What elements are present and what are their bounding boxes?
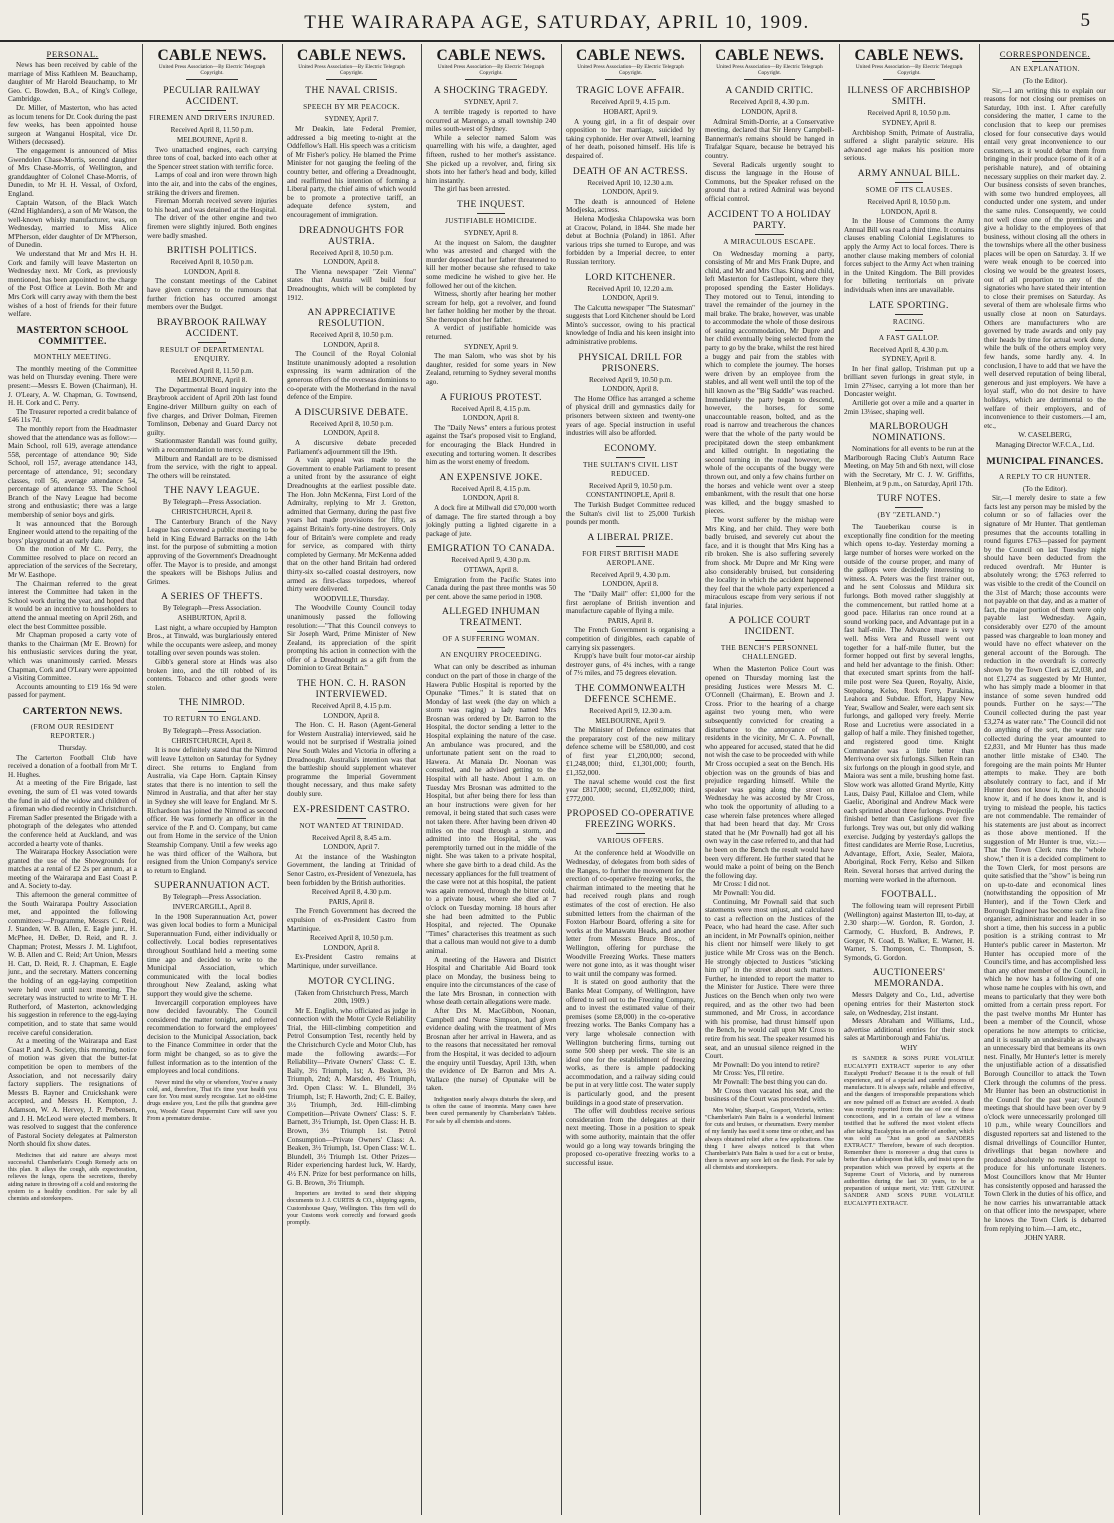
article-headline: MOTOR CYCLING.	[308, 976, 395, 987]
article-headline: CARTERTON NEWS.	[22, 705, 123, 717]
article-paragraph: The Carterton Football Club have received a donation of a football from Mr T. H. Hughes.	[8, 753, 137, 779]
article-headline: A CANDID CRITIC.	[725, 86, 814, 97]
article-subheading: (FROM OUR RESIDENT REPORTER.)	[8, 719, 137, 741]
dateline: Received April 9, 4.30 p.m.	[590, 570, 671, 579]
dateline: Received April 8, 10.50 p.m.	[309, 419, 394, 428]
dateline: By Telegraph—Press Association.	[162, 498, 262, 507]
article-paragraph: Sir,—I merely desire to state a few facts lest any person may be misled by the column or so of fallacies over the signature of Mr Hunter. That gentleman presumes that the accounts totalling in round figures £763—passed for payment by the Council on last Tuesday night should have been deducted from the reduced overdraft. Mr Hunter is absolutely wrong; the £763 referred to was visible to the credit of the Council on the 31st of March; those accounts were not payable on that day, and as a matter of fact, the major portion of them were only payable last Wednesday. Again, considerably over £270 of the amount passed was chargeable to loan money and would have no effect whatever on the general account of the Borough. The reduction in the overdraft is correctly shown by the Town Clerk as £2,038, and not £1,274 as suggested by Mr Hunter, who has simply made a bloomer in that instance of some seven hundred odd pounds. Further on he says:—"The Council collected during the past year £3,274 as water rate." The Council did not do anything of the sort, the water rate collected during the year amounted to £2,831, and Mr Hunter has thus made another little mistake of £340. The foregoing are the main points Mr Hunter attempts to make. They are both absolutely contrary to fact, and if Mr Hunter does not know it, then he should know it, and if he does know it, and is trying to mislead the people, his tactics are not commendable. The remainder of his statements are just about as incorrect as those above mentioned. If the suggestion of Mr Hunter is true, viz.:—That the Town Clerk runs the "whole show," then it is a decided compliment to the Town Clerk, for most persons are quite satisfied that the "show" is being run on up-to-date and economical lines (notwithstanding the opposition of Mr Hunter), and if the Town Clerk and Borough Engineer has become such a fine organiser, administrator and leader in so short a time, then his success in a public position is a striking contrast to Mr Hunter's public career in Masterton. Mr Hunter has occupied more of the Council's time, and has accomplished less than any other member of the Council, in which he now has a following of one whose name he couples with his own, and means to particularly that they were both omitted from a certain press report. For the past twelve months Mr Hunter has been a member of the Council, whose operations he now attempts to criticise, and it is usually an undesirable as always an unnecessary bird that bemeans its own nest. Finally, Mr Hunter's letter is merely the unjustifiable action of a dissatisfied Borough Councillor to attack the Town Clerk through the columns of the press. Mr Hunter has been an obstructionist in the Council for the past year; Council meetings that should have been over by 9 o'clock were unnecessarily prolonged till 10 p.m., while weary Councillors and disgusted reporters sat and listened to the dismal drivellings of Councillor Hunter, drivellings that began nowhere and produced absolutely no result except to produce for his unfortunate listeners. Most Councillors know that Mr Hunter has consistently opposed and harassed the Town Clerk in the duties of his office, and he now carries his unwarrantable attack on that officer into the newspaper, where he knows the Town Clerk is debarred from replying to him.—I am, etc.,	[984, 494, 1106, 1233]
article-headline: THE NAVY LEAGUE.	[164, 486, 260, 497]
article-subheading: FIREMEN AND DRIVERS INJURED.	[147, 110, 277, 123]
dateline: LONDON, April 8.	[602, 385, 659, 394]
article-headline: TRAGIC LOVE AFFAIR.	[576, 86, 685, 97]
article-subheading: RESULT OF DEPARTMENTAL ENQUIRY.	[147, 342, 277, 364]
article-subheading: THE SULTAN'S CIVIL LIST REDUCED.	[566, 457, 695, 479]
article-headline: AUCTIONEERS' MEMORANDA.	[872, 968, 946, 990]
advertisement-note: Medicines that aid nature are always most successful. Chamberlain's Cough Remedy acts on this plan. It allays the cough, aids expectoration, relieves the lungs, opens the secretions, thereby aiding nature in throwing off a cold and restoring the system to a healthy condition. For sale by all chemists and storekeepers.	[8, 1152, 138, 1203]
article-subheading: (BY "ZETLAND.")	[844, 507, 974, 520]
article-paragraph: A vain appeal was made to the Government to enable Parliament to present a united front by the assurance of eight Dreadnoughts at the earliest possible date. The Hon. John McKenna, First Lord of the Admiralty, replying to Mr J. Gretton, admitted that Germany, during the past five years had made provisions for fifty, as against Britain's forty-nine destroyers. Only four of Britain's were complete and ready for service, as compared with thirty completed by Germany. Mr McKenna added that on the other hand Britain had ordered thirty-six so-called coastal destroyers, now armed as first-class torpedoes, whereof thirty were delivered.	[287, 456, 416, 594]
dateline: LONDON, April 7.	[323, 843, 380, 852]
article-headline: LORD KITCHENER.	[585, 272, 676, 283]
dateline: CONSTANTINOPLE, April 8.	[586, 491, 675, 500]
article-paragraph: On the motion of Mr C. Perry, the Committee resolved to place on record an appreciation of the services of the Secretary, Mr W. Easthope.	[8, 545, 137, 580]
dateline: Received April 8, 8.45 a.m.	[311, 833, 392, 842]
article-paragraph: At the conference held at Woodville on Wednesday, of delegates from both sides of the Ranges, to further the movement for the erection of co-operative freezing works, the chairman intimated to the meeting that he had received rough plans and rough estimates of the cost of erection. He also submitted letters from the chairman of the Foxton Harbour Board, offering a site for works at the Manawatu Heads, and another letter from Messrs Bruce Bros., of Wellington, offering for purchase the Woodville Freezing Works. These matters were not gone into, as it was thought wiser to wait until the company was formed.	[566, 849, 695, 978]
advertisement-note: Importers are invited to send their shipping documents to J. J. CURTIS & CO., shipping agents, Customhouse Quay, Wellington. This firm will do your Customs work correctly and forward goods promptly.	[287, 1191, 416, 1226]
article-paragraph: Admiral Smith-Dorrie, at a Conservative meeting, declared that Sir Henry Campbell-Bannerman's remains should be hanged in Trafalgar Square, because he betrayed his country.	[705, 117, 834, 160]
article-paragraph: Sir,—I am writing this to explain our reasons for not closing our premises on Saturday, 10th inst. I. After carefully considering the matter, I came to the conclusion that to keep our premises closed for four consecutive days would entail very great inconvenience to our customers, as it would debar them from bringing in their produce (some of it of a perishable nature), and of obtaining necessary supplies on their market day. 2. Our business consists of seven branches, with some two hundred employees, all conducted under one system, and under the same rules. Consequently, we could not well close one of the premises and give a holiday to the employees of that business, without closing all the others in the townships where all the other business places will be open on Saturday. 3. If we were weak enough to be coerced into closing we would be the greatest losers, out of all proportion to any of the signatories who have stated their intention to close their premises on Saturday. As several of them are wholesale firms who usually close at noon on Saturdays. Others are manufacturers who are governed by trade awards and only pay their heads by time for actual work done, while the bulk of the others employ very few hands, some hardly any. 4. In conclusion, I have to add that we have the well deserved reputation of being liberal, generous and just employers. We have a loyal staff, who do not desire to have holidays, which are detrimental to the welfare of their employers, and of inconvenience to their customers.—I am, etc.,	[984, 86, 1106, 430]
column-heading: CABLE NEWS.	[575, 47, 685, 64]
article-paragraph: The Vienna newspaper "Zeit Vienna" states that Austria will build four Dreadnoughts, which will be completed by 1912.	[287, 267, 416, 302]
article-headline: LATE SPORTING.	[869, 300, 949, 311]
dateline: LONDON, April 8.	[602, 580, 659, 589]
article-paragraph: Mr Chapman proposed a carty vote of thanks to the Chairman (Mr E. Brown) for his enthusiastic services during the year, which was unanimously carried. Messrs Chapman, Cork and O'Leary were appointed a Visiting Committee.	[8, 631, 137, 683]
column-credit-line: United Press Association—By Electric Telegraph Copyright.	[566, 64, 695, 80]
dateline: LONDON, April 8.	[323, 429, 380, 438]
article-paragraph: The engagement is announced of Miss Gwendolen Chase-Morris, second daughter of Mrs Chase-Morris, of Wellington, and granddaughter of Colonel Chase-Morris, of Dunedin, to Mr H. H. Vessal, of Oxford, England.	[8, 146, 137, 198]
article-headline: AN APPRECIATIVE RESOLUTION.	[307, 308, 396, 330]
article-paragraph: Mr Cross then vacated his seat, and the business of the Court was proceeded with.	[705, 1086, 834, 1104]
article-paragraph: The Hon. C. H. Rason (Agent-General for Western Australia) interviewed, said he would not be surprised if Westralia joined New South Wales and Victoria in offering a Dreadnought. Australia's intention was that the battleship should supplement whatever programme the Imperial Government thought necessary, and thus make safety doubly sure.	[287, 721, 416, 798]
article-paragraph: The Calcutta newspaper "The Statesman" suggests that Lord Kitchener should be Lord Minto's successor, owing to his practical knowledge of India and his keen insight into administrative problems.	[566, 303, 695, 347]
article-headline: THE HON. C. H. RASON INTERVIEWED.	[296, 679, 407, 701]
dateline: Received April 9, 12.30 a.m.	[589, 706, 672, 715]
article-subheading: A REPLY TO CR HUNTER.	[984, 469, 1106, 482]
article-paragraph: The worst sufferer by the mishap were Mrs King, and her child. They were both badly bruised, and severely cut about the face, and it is thought that Mrs King has a rib broken. She is also suffering severely from shock. Mr Dupre and Mr King were also considerably bruised, but considering the locality in which the accident happened they feel that the whole party experienced a miraculous escape from very serious if not fatal injuries.	[705, 515, 834, 610]
article-paragraph: The driver of the other engine and two firemen were slightly injured. Both engines were badly smashed.	[147, 214, 277, 240]
article-headline: EMIGRATION TO CANADA.	[427, 544, 555, 555]
article-paragraph: The "Daily News" enters a furious protest against the Tsar's proposed visit to England, for encouraging the Black Hundred in executing and torturing women. It describes him as the worst enemy of freedom.	[426, 423, 556, 467]
article-paragraph: The naval scheme would cost the first year £817,000; second, £1,092,000; third, £772,000.	[566, 777, 695, 803]
article-subheading: MONTHLY MEETING.	[8, 349, 137, 362]
article-paragraph: The Wairarapa Hockey Association were granted the use of the Showgrounds for matches at a rental of £2 2s per annum, at a meeting of the Wairarapa and East Coast P. and A. Society to-day.	[8, 848, 137, 891]
dateline: INVERCARGILL, April 8.	[172, 902, 252, 911]
advertisement-note: Mrs Walter, Sharp-st., Gosport, Victoria, writes: "Chamberlain's Pain Balm is a wonderful liniment for cuts and bruises, or rheumatism. Every member of my family has used it some time or other, and has always obtained relief after a few applications. One thing I have always noticed is that when Chamberlain's Pain Balm is used for a cut or bruise, there is never any sore left on the flesh. For sale by all chemists and storekeepers.	[705, 1107, 834, 1172]
article-headline: THE COMMONWEALTH DEFENCE SCHEME.	[575, 683, 686, 705]
article-paragraph: In the House of Commons the Army Annual Bill was read a third time. It contains clauses enabling Colonial Legislatures to apply the Army Act to local forces. There is another clause making members of colonial forces subject to the Army Act when training in the United Kingdom. The Bill provides for billeting territorials on private individuals when inns are unavailable.	[844, 217, 974, 294]
article-paragraph: A terrible tragedy is reported to have occurred at Marengo, a small township 240 miles south-west of Sydney.	[426, 108, 556, 134]
article-paragraph: A young girl, in a fit of despair over opposition to her marriage, suicided by taking cyphonide. Her over Attwell, learning of her death, poisoned himself. His life is despaired of.	[566, 117, 695, 160]
dateline: LONDON, April 9.	[602, 188, 659, 197]
dateline: Received April 9, 10.50 p.m.	[588, 481, 673, 490]
dateline: Received April 8, 11.50 p.m.	[170, 126, 254, 135]
article-headline: ACCIDENT TO A HOLIDAY PARTY.	[707, 209, 832, 231]
article-headline: MASTERTON SCHOOL COMMITTEE.	[16, 324, 129, 347]
article-paragraph: It is now definitely stated that the Nimrod will leave Lyttelton on Saturday for Sydney direct. She returns to England from Australia, via Cape Horn. Captain Kinsey states that there is no intention to sell the Nimrod in Australia, and that after her stay in Sydney she will leave for England. Mr S. Richardson has joined the Nimrod as second officer. He was formerly an officer in the service of the P. and O. Company, but came out from Home in the service of the Union Steamship Company. Until a few weeks ago he was third officer of the Waihora, but resigned from the Union Company's service to return to England.	[147, 746, 277, 875]
article-paragraph: Mr Pownall: You did.	[713, 888, 776, 897]
article-paragraph: Messrs Dalgety and Co., Ltd., advertise opening entries for their Masterton stock sale, on Wednesday, 21st instant.	[844, 991, 974, 1017]
article-paragraph: On Wednesday morning a party, consisting of Mr and Mrs Frank Dupre, and child, and Mr and Mrs Chas. King and child, left Masterton for Castlepoint, where they proposed spending the Easter Holidays. They motored out to Tenui, intending to travel the remainder of the journey in the mail brake. The brake, however, was unable to accommodate the whole of those desirous of seating accommodation, Mr Dupre and her child eventually being selected from the party to go by the brake, whilst the rest hired a buggy and pair from the stables with which to complete the journey. The horses were driven by an employee from the stables, and all went well until the top of the hill known as the "Big Saddle" was reached. Immediately the party began to descend, however, the horses, for some unaccountable reason, bolted, and as the road is narrow and treacherous the chances were that the whole of the party would be precipitated down the steep embankment and killed outright. In negotiating the second turning in the road however, the whole of the occupants of the buggy were thrown out, and only a few chains further on the horses and vehicle went over a steep embankment, with the result that one horse was killed, and the buggy smashed to pieces.	[705, 249, 834, 516]
article-paragraph: Last night, a whare occupied by Hampton Bros., at Tinwald, was burglariously entered while the occupants were asleep, and money totalling over seven pounds was stolen.	[147, 623, 277, 658]
dateline: Managing Director W.F.C.A., Ltd.	[995, 440, 1095, 449]
article-paragraph: A meeting of the Hawera and District Hospital and Charitable Aid Board took place on Monday, the business being to enquire into the circumstances of the case of the late Mrs Brosnan, in connection with whose death certain allegations were made.	[426, 955, 556, 1007]
dateline: (Taken from Christchurch Press, March 20th, 1909.)	[294, 988, 409, 1006]
article-headline: BRITISH POLITICS.	[166, 246, 258, 257]
article-paragraph: Stationmaster Randall was found guilty, with a recommendation to mercy.	[147, 437, 277, 455]
article-headline: ILLNESS OF ARCHBISHOP SMITH.	[847, 86, 971, 108]
column-heading: CORRESPONDENCE.	[999, 49, 1091, 59]
dateline: SYDNEY, April 7.	[464, 98, 518, 107]
article-paragraph: A discursive debate preceded Parliament's adjournment till the 19th.	[287, 439, 416, 456]
dateline: SYDNEY, April 8.	[882, 119, 936, 127]
article-headline: A POLICE COURT INCIDENT.	[728, 616, 811, 638]
article-headline: TURF NOTES.	[876, 494, 942, 505]
article-paragraph: The Council of the Royal Colonial Institute unanimously adopted a resolution expressing its warm admiration of the generous offers of the overseas dominions to co-operate with the Motherland in the naval defence of the Empire.	[287, 350, 416, 402]
column-heading: PERSONAL.	[46, 49, 99, 59]
article-paragraph: While a selector named Salom was quarrelling with his wife, a daughter, aged fifteen, rushed to her mother's assistance. She picked up a revolver, and, firing six shots into her father's head and body, killed him instantly.	[426, 133, 556, 185]
dateline: W. CASELBERG,	[1018, 431, 1072, 440]
article-paragraph: The offer will doubtless receive serious consideration from the delegates at their next meeting. Those in a position to speak with some authority, maintain that the offer would go a long way towards bringing the proposed co-operative freezing works to a successful issue.	[566, 1107, 695, 1167]
dateline: Received April 8, 10.50 p.m.	[867, 197, 951, 206]
article-subheading: AN EXPLANATION.	[984, 61, 1106, 74]
newspaper-column	[422, 46, 560, 1512]
dateline: Received April 10, 12.30 a.m.	[587, 178, 674, 187]
article-headline: ECONOMY.	[604, 443, 657, 454]
article-headline: A LIBERAL PRIZE.	[587, 532, 674, 543]
article-paragraph: The following team will represent Pirbill (Wellington) against Masterton III, to-day, at 2.30 sharp:—W. Gordon, R. Gordon, J. Carmody, C. Huxford, B. Andrews, P. Gorger, N. Coad, B. Walker, E. Warner, H. Warner, S. Thompson, C. Thompson, S. Symonds, G. Gordon.	[844, 902, 974, 962]
article-paragraph: In her final gallop, Trishman put up a brilliant seven furlongs in great style, in 1min 27¾sec, carrying a lot more than her Doncaster weight.	[844, 364, 974, 399]
article-paragraph: The "Daily Mail" offer: £1,000 for the first aeroplane of British invention and manufacture capable of flying a mile.	[566, 589, 695, 616]
newspaper-column	[980, 46, 1110, 1512]
article-paragraph: The Turkish Budget Committee reduced the Sultan's civil list to 25,000 Turkish pounds per month.	[566, 501, 695, 527]
dateline: Received April 8, 10.50 p.m.	[309, 331, 394, 340]
article-paragraph: Mr Pownall: The best thing you can do.	[713, 1077, 828, 1086]
dateline: LONDON, April 8.	[323, 340, 380, 349]
column-credit-line: United Press Association—By Electric Telegraph Copyright.	[844, 64, 974, 80]
column-credit-line: United Press Association—By Electric Telegraph Copyright.	[147, 64, 277, 80]
article-paragraph: At a meeting of the Fire Brigade, last evening, the sum of £1 was voted towards the fund in aid of the widow and children of a fireman who died recently in Christchurch. Fireman Sadler presented the Brigade with a photograph of the delegates who attended the conference held at Auckland, and was accorded a hearty vote of thanks.	[8, 779, 137, 848]
article-paragraph: We understand that Mr and Mrs H. H. Cork and family will leave Masterton on Wednesday next. Mr Cork, as previously mentioned, has been appointed to the charge of the Post Office at Levin. Both Mr and Mrs Cork will carry away with them the best wishes of a host of friends for their future welfare.	[8, 250, 137, 319]
advertisement-note: Indigestion nearly always disturbs the sleep, and is often the cause of insomnia. Many cases have been cured permanently by Chamberlain's Tablets. For sale by all chemists and stores.	[426, 1097, 556, 1125]
column-heading: CABLE NEWS.	[854, 47, 964, 64]
dateline: Received April 8, 4.15 p.m.	[311, 702, 392, 711]
article-paragraph: At the instance of the Washington Government, the landing at Trinidad of Senor Castro, ex-President of Venezuela, has been forbidden by the British authorities.	[287, 852, 417, 887]
advertisement-note: IS SANDER & SONS PURE VOLATILE EUCALYPTI EXTRACT superior to any other Eucalypti Product? Because it is the result of full experience, and of a special and careful process of manufacture. It is always safe, reliable and effective, and the dangers of irresponsible preparations which are now palmed off as Extract are avoided. A death was recently reported from the use of one of these concoctions, and in a certain of law a witness testified that he suffered the most violent effects after taking Eucalyptus in an order of another, which was sold as "Just as good as SANDERS EXTRACT." Therefore, beware of such deception. Remember there is moreover a drug that cures is better than a tablespoon that kills, and insist upon the preparation which was proved by experts at the Supreme Court of Victoria, and by numerous authorities during the last 30 years, to be a preparation of unique merit, viz: THE GENUINE SANDER AND SONS PURE VOLATILE EUCALYPTI EXTRACT.	[844, 1056, 974, 1207]
dateline: By Telegraph—Press Association.	[162, 893, 262, 902]
article-subheading: SPEECH BY MR PEACOCK.	[287, 99, 416, 112]
dateline: PARIS, April 8.	[607, 616, 654, 625]
dateline: ASHBURTON, April 8.	[177, 613, 247, 622]
article-paragraph: News has been received by cable of the marriage of Miss Kathleen M. Beauchamp, daughter of Mr Harold Beauchamp, to Mr Geo. C. Bowden, B.A., of King's College, Cambridge.	[8, 61, 137, 104]
article-headline: ARMY ANNUAL BILL.	[857, 168, 961, 179]
article-paragraph: It was announced that the Borough Engineer would attend to the repaiting of the boys' playground at an early date.	[8, 519, 137, 545]
dateline: LONDON, April 8.	[881, 207, 937, 216]
dateline: (To the Editor).	[1022, 484, 1068, 493]
article-paragraph: Dr. Miller, of Masterton, who has acted as locum tenens for Dr. Cook during the past few weeks, has been appointed house surgeon at Wanganui Hospital, vice Dr. Withers (deceased).	[8, 103, 137, 147]
article-subheading: AN ENQUIRY PROCEEDING.	[426, 647, 556, 660]
article-paragraph: A verdict of justifiable homicide was returned.	[426, 324, 556, 342]
article-paragraph: After Drs M. MacGibbon, Noonan, Campbell and Nurse Simpson, had given evidence dealing with the treatment of Mrs Brosnan after her arrival in Hawera, and as to the reasons that necessitated her removal from the Hospital, it was decided to adjourn the enquiry until Tuesday, April 13th, when the evidence of Dr Barron and Mrs A. Wallace (the nurse) of Opunake will be taken.	[426, 1007, 556, 1093]
dateline: Received April 8, 10.50 p.m.	[309, 248, 394, 257]
article-subheading: JUSTIFIABLE HOMICIDE.	[426, 213, 556, 226]
article-subheading: A MIRACULOUS ESCAPE.	[705, 234, 834, 247]
article-paragraph: Milburn and Randall are to be dismissed from the service, with the right to appeal. The others will be reinstated.	[147, 454, 277, 480]
dateline: Thursday.	[58, 743, 87, 752]
article-headline: PROPOSED CO-OPERATIVE FREEZING WORKS.	[566, 809, 695, 831]
newspaper-column	[840, 46, 978, 1512]
article-paragraph: Invercargill corporation employees have now decided favourably. The Council considered the matter tonight, and referred recommendation to forward the employees' decision to the Municipal Association, back to the Finance Committee in order that the form might be changed, so as to give the fullest information as to the intention of the employees and local conditions.	[147, 998, 277, 1076]
article-headline: THE NIMROD.	[178, 698, 246, 709]
article-paragraph: The constant meetings of the Cabinet have given currency to the rumours that further friction has occurred amongst members over the Budget.	[147, 277, 277, 312]
article-paragraph: The Woodville County Council today unanimously passed the following resolution:—"That this Council conveys to Sir Joseph Ward, Prime Minister of New Zealand, its appreciation of the spirit prompting his action in connection with the offer of a Dreadnought as a gift from the Dominion to Great Britain."	[287, 604, 416, 673]
article-paragraph: It is stated on good authority that the Banks Meat Company, of Wellington, have offered to sell out to the Freezing Company, and to invest the estimated value of their premises (some £8,000) in the co-operative freezing works. The Banks Company has a very large wholesale connection with Wellington butchering firms, turning out some 500 sheep per week. The site is an ideal one for the establishment of freezing works, as there is ample paddocking accommodation, and a railway siding could be put in at very little cost. The water supply is particularly good, and the present buildings in a good state of preservation.	[566, 978, 695, 1107]
article-headline: FOOTBALL.	[881, 890, 937, 901]
dateline: Received April 9, 4.15 p.m.	[590, 98, 671, 107]
dateline: (To the Editor).	[1022, 77, 1068, 85]
column-heading: CABLE NEWS.	[296, 47, 406, 64]
article-paragraph: Mr Cross: I did not.	[713, 880, 770, 889]
dateline: MELBOURNE, April 8.	[176, 136, 248, 144]
article-paragraph: Lamps of coal and iron were thrown high into the air, and into the cabs of the engines, striking the drivers and firemen.	[147, 171, 277, 197]
article-paragraph: The death is announced of Helene Modjeska, actress.	[566, 197, 695, 215]
dateline: HOBART, April 9.	[603, 108, 658, 116]
article-headline: A FURIOUS PROTEST.	[440, 392, 542, 403]
article-paragraph: The Chairman referred to the great interest the Committee had taken in the School work during the year, and hoped that it would be an incentive to householders to attend the annual meeting on April 26th, and elect the best Committee possible.	[8, 579, 137, 631]
newspaper-title: THE WAIRARAPA AGE, SATURDAY, APRIL 10, 1909.	[304, 12, 810, 33]
article-headline: THE NAVAL CRISIS.	[305, 86, 398, 97]
dateline: LONDON, April 8.	[184, 267, 240, 276]
article-paragraph: Mr E. English, who officiated as judge in connection with the Motor Cycle Reliability Trial, the Hill-climbing competition and Petrol Consumption Test, recently held by the Christchurch Cycle and Motor Club, has made the following awards:—For Reliability—Private Owners' Class: C. E. Baily, 3½ Triumph, 1st; A. Beaken, 3½ Triumph, 2nd; A. Marsden, 4½ Triumph, 3rd. Open Class: W. L. Blundell, 3½ Triumph, 1st; F. Haworth, 2nd; C. E. Bailey, 3½ Triumph, 3rd. Hill-climbing Competition—Private Owners' Class: S. F. Barnett, 3½ Triumph, 1st. Open Class: H. B. Brown, 3½ Triumph 1st. Petrol Consumption—Private Owners' Class: A. Beaken, 3½ Triumph, 1st. Open Class: W. L. Blundell, 3½ Triumph 1st. Other Prizes—Rider experiencing hardest luck, W. Hardy, 4½ F.N. Prize for best performance on hills, G. B. Brown, 3½ Triumph.	[287, 1006, 416, 1187]
article-headline: PHYSICAL DRILL FOR PRISONERS.	[578, 352, 683, 374]
dateline: WOODVILLE, Thursday.	[313, 594, 390, 603]
article-paragraph: A dock fire at Millwall did £70,000 worth of damage. The fire started through a boy jokingly putting a lighted cigarette in a package of jute.	[426, 503, 556, 538]
dateline: SYDNEY, April 9.	[464, 342, 518, 351]
article-headline: PECULIAR RAILWAY ACCIDENT.	[163, 86, 261, 108]
article-paragraph: The man Salom, who was shot by his daughter, resided for some years in New Zealand, returning to Sydney several months ago.	[426, 352, 556, 387]
article-paragraph: The Minister of Defence estimates that the preparatory cost of the new military defence scheme will be £580,000, and cost of first year £1,200,000; second, £1,248,000; third, £1,301,000; fourth, £1,352,000.	[566, 726, 695, 778]
article-paragraph: The Treasurer reported a credit balance of £46 11s 7d.	[8, 407, 137, 425]
article-headline: BRAYBROOK RAILWAY ACCIDENT.	[156, 317, 268, 339]
dateline: By Telegraph—Press Association.	[162, 727, 262, 736]
article-headline: THE INQUEST.	[457, 199, 525, 210]
dateline: LONDON, April 8.	[323, 943, 380, 952]
dateline: MELBOURNE, April 8.	[176, 376, 248, 385]
article-paragraph: Krupp's have built four motor-car airship destroyer guns, of 4¼ inches, with a range of 7½ miles, and 75 degrees elevation.	[566, 652, 695, 678]
article-subheading: SOME OF ITS CLAUSES.	[844, 182, 974, 195]
article-paragraph: Fireman Morrah received severe injuries to his head, and was detained at the Hospital.	[147, 197, 277, 214]
article-paragraph: Continuing, Mr Pownall said that such statements were most unjust, and calculated to cast a reflection on the Justices of the Peace, who had heard the case. After such an incident, in Mr Pownall's opinion, neither his client nor himself were likely to get justice while Mr Cross was on the Bench. He strongly objected to Justices "sticking him up" in the street about such matters. Further, he intended to report the matter to the Minister for Justice. There were three Justices on the Bench when only two were required, and as the other two had been summoned, and Mr Cross, in accordance with his promise, had thrust himself upon the Bench, he would call upon Mr Cross to retire from his seat. The speaker resumed his seat, and an unusual silence reigned in the Court.	[705, 897, 834, 1061]
article-subheading: FOR FIRST BRITISH MADE AEROPLANE.	[566, 546, 695, 568]
newspaper-column	[143, 46, 281, 1512]
article-headline: EX-PRESIDENT CASTRO.	[292, 804, 411, 815]
article-paragraph: Mr Deakin, late Federal Premier, addressed a big meeting to-night at the Oddfellow's Hall. His speech was a criticism of Mr Fisher's policy. He blamed the Prime Minister for not gauging the feeling of the country better, and offering a Dreadnought, and reaffirmed his intention of forming a Liberal party, the chief aims of which would be to promote a protective tariff, an adequate defence system, and encouragement of immigration.	[287, 125, 416, 219]
article-paragraph: Witness, shortly after hearing her mother scream for help, got a revolver, and found her father holding her mother by the throat. She thereupon shot her father.	[426, 290, 556, 324]
advertisement-note: Never mind the why or wherefore, You've a nasty cold, and, therefore, That it's time your health you care for. You must surely recognise. Let no old-time drugs enslave you, Lest the pills that grandma gave you, Woods' Great Peppermint Cure will save you From a premature demise.	[147, 1079, 277, 1122]
article-subheading: NOT WANTED AT TRINIDAD.	[287, 818, 416, 831]
article-headline: SUPERANNUATION ACT.	[154, 881, 270, 892]
dateline: Received April 8, 4.30 p.m.	[729, 98, 810, 107]
masthead	[0, 0, 1114, 42]
dateline: Received April 9, 4.30 p.m.	[451, 556, 531, 565]
dateline: JOHN YARR.	[1024, 1234, 1066, 1243]
newspaper-column	[701, 46, 838, 1512]
dateline: LONDON, April 8.	[323, 711, 380, 720]
newspaper-column	[283, 46, 420, 1512]
article-paragraph: The Taueberikau course is in exceptionally fine condition for the meeting which opens to-day. Yesterday morning a large number of horses were worked on the outside of the course proper, and many of the gallops were decidedly interesting to witness. A. Peters was the first trainer out, and he sent Colossus and Mildura six furlongs. Both moved rather sluggishly at the commencement, but rattled home at a good pace. Hilarius ran once round at a sound working pace, and Advantage put in a fast half-mile. The Advance mare is very well. Miss Vera and Russell went out together for a half-mile flutter, but the former hopped out first by several lengths, and held her advantage to the finish. Other: that executed smart sprints from the half-mile post were Sea Queen, Royalty, Aixie, Stepalong, Kelso, Rock Ferry, Parakina, Leahora and Subdue. Effort, Happy New Year, Swallow and Sealer, were each sent six furlongs, and galloped very freely. Merrie Rose and Lucretius were associated in a gallop of half a mile. They finished together, and registered good time. Knight Commander was a little better than Merrivona over six furlongs. Silken Rein ran six furlongs on the plough in good style, and Maiora was sent a mile, brushing home fast. Slow work was allotted Grand Myrtle, Kitty Laus, Daisy Paul, Killaloe and Clem, while Gaelic, Aboriginal and Andrew Mack were each sprinted about three furlongs. Projectile finished better than Castiglione over five furlongs. Trey was out, but only did walking exercise. Judging by yesterday's gallops the fittest candidates are Merrie Rose, Lucretius, Advantage, Effort, Axie, Sealer, Maiora, Aboriginal, Rock Ferry, Kelso and Silken Rein. Several horses that arrived during the morning were worked in the afternoon.	[844, 523, 974, 884]
column-heading: CABLE NEWS.	[714, 47, 824, 64]
dateline: MELBOURNE, April 9.	[595, 716, 666, 725]
article-paragraph: Gibb's general store at Hinds was also broken into, and the till robbed of its contents. Tobacco and other goods were stolen.	[147, 657, 277, 692]
article-headline: ALLEGED INHUMAN TREATMENT.	[441, 607, 541, 629]
article-paragraph: Two unattached engines, each carrying three tons of coal, backed into each other at the Spencer street station with terrific force.	[147, 145, 277, 171]
dateline: SYDNEY, April 8.	[882, 355, 936, 364]
article-subheading: VARIOUS OFFERS.	[566, 833, 695, 846]
article-paragraph: The girl has been arrested.	[434, 185, 511, 194]
dateline: LONDON, April 9.	[602, 294, 659, 303]
article-headline: A SERIES OF THEFTS.	[161, 592, 263, 603]
dateline: SYDNEY, April 7.	[324, 115, 379, 124]
newspaper-column	[4, 46, 141, 1512]
article-subheading: OF A SUFFERING WOMAN.	[426, 631, 556, 644]
column-credit-line: United Press Association—By Electric Telegraph Copyright.	[705, 64, 834, 80]
article-subheading: TO RETURN TO ENGLAND.	[147, 711, 277, 724]
article-paragraph: The French Government has decreed the expulsion of ex-President Castro from Martinique.	[287, 907, 416, 933]
article-paragraph: The Canterbury Branch of the Navy League has convened a public meeting to be held in King Edward Barracks on the 14th inst. for the purpose of submitting a motion approving of the Government's Dreadnought offer. The Mayor is to preside, and amongst the speakers will be Bishops Julius and Grimes.	[147, 517, 277, 586]
page-number: 5	[1080, 10, 1090, 31]
article-headline: MARLBOROUGH NOMINATIONS.	[869, 422, 949, 444]
newspaper-column	[562, 46, 699, 1512]
article-paragraph: The monthly report from the Headmaster showed that the attendance was as follow:—Main School, roll 619, average attendance 558, percentage of attendance 90; Side School, roll 157, average attendance 143, percentage of attendance, 91; secondary classes, roll 56, average attendance 54, percentage of attendance 93. The School Branch of the Navy League had become strong and enthusiastic; there was a large membership of senior boys and girls.	[8, 424, 137, 519]
article-paragraph: Mr Pownall: Do you intend to retire?	[713, 1060, 820, 1069]
dateline: Received April 8, 4.15 p.m.	[451, 404, 531, 413]
article-paragraph: At the inquest on Salom, the daughter who was arrested and charged with the murder deposed that her father threatened to kill her mother because she refused to take some medicine he wished to give her. He followed her out of the kitchen.	[426, 238, 556, 290]
dateline: CHRISTCHURCH, April 8.	[171, 508, 253, 516]
dateline: Received April 8, 10.50 p.m.	[309, 934, 394, 943]
dateline: WHY	[900, 1043, 918, 1052]
article-paragraph: Messrs Abraham and Williams, Ltd., advertise additional entries for their stock sales at Martinborough and Fahia'us.	[844, 1017, 974, 1043]
column-heading: CABLE NEWS.	[157, 47, 267, 64]
dateline: Received April 8, 11.50 p.m.	[170, 366, 254, 375]
article-paragraph: The Home Office has arranged a scheme of physical drill and gymnastics daily for prisoners between sixteen and twenty-one years of age. Special instruction in useful industries will also be afforded.	[566, 394, 695, 438]
article-subheading: A FAST GALLOP.	[844, 330, 974, 343]
article-paragraph: At a meeting of the Wairarapa and East Coast P. and A. Society, this morning, notice of motion was given that the butter-fat competition be open to members of the Association, and not necessarily dairy factory suppliers. The resignations of Messrs B. Rayner and Cruickshank were accepted, and Messrs H. Kempton, J. Adamson, W. A. Hervey, J. P. Prebensen, and J. H. McLeod were elected members. It was resolved to suggest that the conference of Pastoral Society delegates at Palmerston North should fix show dates.	[8, 1037, 137, 1149]
article-paragraph: In the 1908 Superannuation Act, power was given local bodies to form a Municipal Superannuation Fund, either individually or collectively. Local bodies representatives throughout Southland held a meeting some time ago and decided to write to the Municipal Association, which communicated with the local bodies throughout New Zealand, asking what support they would give the scheme.	[147, 912, 277, 998]
article-paragraph: The monthly meeting of the Committee was held on Thursday evening. There were present:—Messrs E. Bowen (Chairman), H. J. O'Leary, A. W. Chapman, G. Townsend, H. H. Cork and C. Perry.	[8, 364, 137, 408]
article-paragraph: Captain Watson, of the Black Watch (42nd Highlanders), a son of Mr Watson, the well-known whisky manufacturer, was, on Wednesday, married to Miss Alice M'Pherson, elder daughter of Dr M'Pherson, of Dunedin.	[8, 198, 137, 250]
column-credit-line: United Press Association—By Electric Telegraph Copyright.	[287, 64, 416, 80]
dateline: By Telegraph—Press Association.	[162, 604, 262, 613]
dateline: Received April 8, 4.30 p.m.	[869, 345, 949, 354]
dateline: LONDON, April 8.	[741, 108, 798, 116]
article-paragraph: The Departmental Board inquiry into the Braybrook accident of April 20th last found Engine-driver Millburn guilty on each of five charges, and Driver Dolman, Firemen Tomlinson, Debenay and Guard Darcy not guilty.	[147, 385, 277, 437]
dateline: OTTAWA, April 8.	[463, 565, 519, 574]
dateline: Received April 8, 4.15 p.m.	[451, 484, 531, 493]
dateline: Received April 10, 12.20 a.m.	[587, 284, 674, 293]
dateline: Received April 8, 10.50 p.m.	[867, 109, 951, 118]
article-paragraph: Several Radicals urgently sought to discuss the language in the House of Commons, but the Speaker refused on the ground that a retired Admiral was beyond official control.	[705, 160, 834, 203]
dateline: LONDON, April 8.	[323, 258, 380, 267]
article-paragraph: Helena Modjeska Chlapowska was born at Cracow, Poland, in 1844. She made her debut at Bochnia (Poland) in 1861. After various trips she turned to Europe, and was forbidden by a Imperial decree, to enter Russian territory.	[566, 214, 695, 266]
dateline: LONDON, April 8.	[463, 494, 519, 503]
article-paragraph: Archbishop Smith, Primate of Australia, suffered a slight paralytic seizure. His advanced age makes his position more serious.	[844, 128, 974, 163]
dateline: LONDON, April 8.	[463, 414, 519, 423]
article-paragraph: Emigration from the Pacific States into Canada during the past three months was 50 per cent. above the same period in 1908.	[426, 575, 556, 601]
column-credit-line: United Press Association—By Electric Telegraph Copyright.	[426, 64, 556, 80]
article-paragraph: The French Government is organising a competition of dirigibles, each capable of carrying six passengers.	[566, 626, 695, 652]
article-paragraph: This afternoon the general committee of the South Wairarapa Poultry Association met, and appointed the following committees:—Programme, Messrs C. Reid, J. Standen, W. B. Allen, E. Eagle junr., H. McPhee, H. DeBer, D. Reid, and R. J. Chapman; Protest, Messrs J. M. Lightfoot, W. B. Allen and C. Reid; Art Union, Messrs H. Catt, D. Reid, R. J. Chapman, E. Eagle junr., and the secretary. Matters concerning the holding of an egg-laying competition were held over until next meeting. The secretary was instructed to write to Mr T. H. Rutherford, of Masterton, acknowledging his suggestion in reference to the egg-laying competition, and to state that same would receive careful consideration.	[8, 891, 137, 1037]
article-headline: A DISCURSIVE DEBATE.	[294, 407, 409, 418]
dateline: CHRISTCHURCH, April 8.	[171, 736, 253, 745]
article-paragraph: Ex-President Castro remains at Martinique, under surveillance.	[287, 953, 416, 970]
article-subheading: RACING.	[844, 314, 974, 327]
dateline: SYDNEY, April 8.	[464, 228, 518, 237]
article-headline: DREADNOUGHTS FOR AUSTRIA.	[298, 225, 405, 247]
article-paragraph: Artillerie got over a mile and a quarter in 2min 13¼sec, shaping well.	[844, 399, 974, 416]
article-paragraph: Accounts amounting to £19 16s 9d were passed for payment.	[8, 682, 137, 700]
column-heading: CABLE NEWS.	[436, 47, 546, 64]
article-headline: A SHOCKING TRAGEDY.	[433, 86, 549, 97]
dateline: Received April 8, 4.30 p.m.	[311, 888, 392, 897]
dateline: Received April 9, 10.50 p.m.	[588, 375, 673, 384]
article-paragraph: Mr Cross: Yes, I'll retire.	[713, 1069, 784, 1078]
article-subheading: THE BENCH'S PERSONNEL CHALLENGED.	[705, 640, 834, 662]
article-headline: AN EXPENSIVE JOKE.	[439, 472, 543, 483]
article-paragraph: When the Masterton Police Court was opened on Thursday morning last the presiding Justices were Messrs M. C. O'Connell (Chairman), E. Brown and J. Cross. Prior to the hearing of a charge against two young men, who were subsequently convicted for creating a disturbance to the annoyance of the residents in the vicinity, Mr C. A. Pownall, who appeared for accused, stated that he did not wish the case to be proceeded with while Mr Cross occupied a seat on the Bench. His objection was on the grounds of bias and prejudice regarding himself. While the speaker was going along the street on Wednesday he was accosted by Mr Cross, who took the opportunity of alluding to a case wherein false pretences where alleged that had been heard that day. Mr Cross stated that he (Mr Pownall) had got all his own way in the case referred to, and that had he been on the Bench the result would have been very different. He further stated that he would make a point of being on the Bench the following day.	[705, 665, 834, 880]
article-headline: MUNICIPAL FINANCES.	[986, 455, 1104, 467]
article-headline: DEATH OF AN ACTRESS.	[572, 166, 689, 177]
dateline: PARIS, April 8.	[328, 897, 375, 906]
article-paragraph: What can only be described as inhuman conduct on the part of those in charge of the Hawera Public Hospital is reported by the Opunake "Times." It is stated that on Monday of last week (the day on which a storm was raging) a lady named Mrs Brosnan was ordered by Dr. Barron to the Hospital, the doctor sending a letter to the Hospital explaining the nature of the case. An ambulance was procured, and the unfortunate patient sent on the road to Hawera. At Manaia Dr. Noonan was consulted, and he advised getting to the Hospital with all haste. About 1 a.m. on Tuesday Mrs Brosnan was admitted to the Hospital, but after being there for less than an hour instructions were given for her removal, it being stated that such cases were not taken there. After having been driven 40 miles on the road through a storm, and admitted into the Hospital, she was peremptorily turned out in the middle of the night. She was taken to a private hospital, where she gave birth to a dead child. As the necessary appliances for the full treatment of the case were not at this hospital, the patient was again removed, through the bitter cold, to a private house, where she died at 7 o'clock on Tuesday morning. 18 hours after she had been admitted to the Public Hospital, and rejected. The Opunake "Times" characterises this treatment as such that a callous man would not give to a dumb animal.	[426, 663, 556, 955]
article-paragraph: Nominations for all events to be run at the Marlborough Racing Club's Autumn Race Meeting, on May 5th and 6th next, will close with the Secretary, Mr C. J. W. Griffiths, Blenheim, at 9 p.m., on Saturday, April 17th.	[844, 445, 974, 488]
dateline: Received April 8, 10.50 p.m.	[170, 258, 254, 267]
